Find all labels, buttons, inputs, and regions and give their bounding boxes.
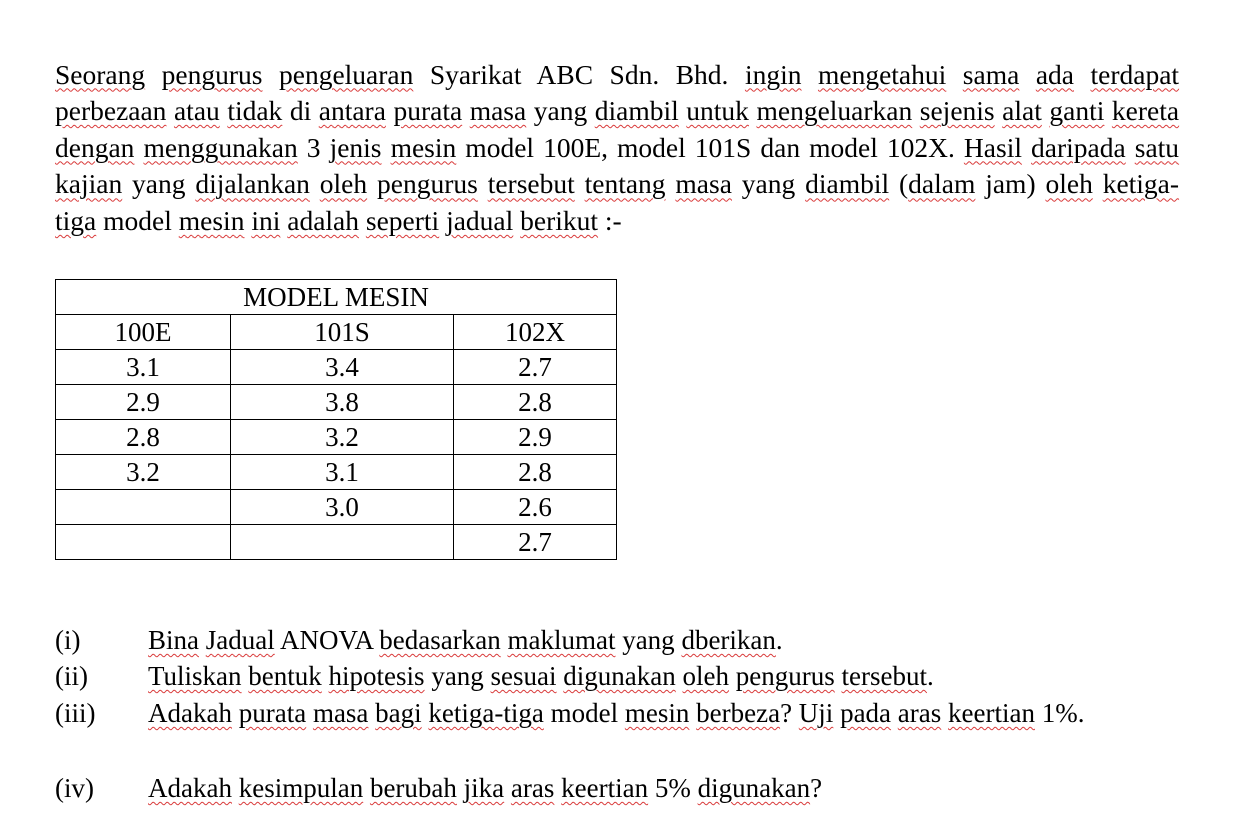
text-run: [363, 773, 370, 803]
table-cell: 2.8: [56, 420, 231, 455]
spell-word: ganti: [1049, 95, 1105, 127]
text-run: [382, 132, 391, 163]
text-run: model: [543, 698, 625, 728]
spell-word: berikut: [520, 204, 599, 236]
text-run: Syarikat ABC Sdn. Bhd.: [413, 58, 745, 90]
spell-word: dijalankan: [195, 168, 310, 200]
spell-word: ini: [251, 204, 281, 236]
spell-word: Seorang: [55, 58, 146, 90]
intro-paragraph: [55, 57, 1179, 240]
spell-word: sama: [962, 58, 1020, 90]
spell-word: dberikan: [681, 625, 776, 655]
spell-word: untuk: [686, 95, 749, 127]
text-run: [478, 168, 488, 199]
table-cell: 3.8: [231, 385, 454, 420]
spell-word: Hasil: [963, 131, 1022, 163]
text-run: [941, 698, 948, 728]
table-cell: 3.0: [231, 490, 454, 525]
spell-word: berubah: [369, 773, 457, 803]
text-run: (: [889, 168, 909, 200]
spell-word: mengeluarkan: [756, 95, 913, 127]
table-cell: 2.8: [454, 385, 617, 420]
table-header-row: [56, 315, 617, 350]
spell-word: purata: [393, 95, 463, 127]
text-run: [232, 698, 239, 728]
spell-word: oleh: [682, 661, 730, 691]
text-run: [835, 661, 842, 691]
text-run: yang: [424, 661, 491, 691]
text-run: model: [96, 204, 179, 236]
text-run: di: [282, 95, 319, 127]
text-run: [1074, 59, 1091, 90]
text-run: [367, 168, 377, 199]
spell-word: Bina: [148, 625, 199, 655]
table-cell: 3.2: [56, 455, 231, 490]
text-run: [1126, 132, 1135, 163]
text-run: 1%.: [1034, 698, 1085, 728]
header-cell-101s: 101S: [231, 315, 454, 350]
table-cell: 2.9: [454, 420, 617, 455]
spell-word: atau: [173, 95, 220, 127]
table-cell: 3.1: [231, 455, 454, 490]
spell-word: daripada: [1031, 131, 1126, 163]
question-number: (iv): [55, 773, 94, 803]
spell-word: keertian: [561, 773, 649, 803]
spell-word: aras: [897, 698, 942, 728]
table-row: [56, 350, 617, 385]
spell-word: pengeluaran: [278, 58, 414, 90]
text-run: yang: [526, 95, 595, 127]
spell-word: oleh: [319, 168, 368, 200]
spell-word: ketiga-tiga: [55, 168, 1180, 236]
text-run: [1019, 59, 1036, 90]
question-number: (i): [55, 625, 81, 655]
spell-word: keertian: [948, 698, 1035, 728]
table-row: [56, 420, 617, 455]
text-run: [1104, 95, 1112, 126]
text-run: [666, 168, 676, 199]
text-run: [912, 95, 920, 126]
spell-word: sejenis: [919, 95, 995, 127]
spell-word: pengurus: [735, 661, 835, 691]
table-title: MODEL MESIN: [56, 280, 617, 315]
text-run: [801, 59, 818, 90]
table-cell: 2.9: [56, 385, 231, 420]
spell-word: maklumat: [507, 625, 616, 655]
text-run: ANOVA: [274, 625, 380, 655]
text-run: [946, 59, 963, 90]
spell-word: pada: [840, 698, 892, 728]
text-run: [232, 773, 239, 803]
spell-word: Adakah: [148, 773, 232, 803]
spell-word: kereta: [1111, 95, 1180, 127]
table-row: [56, 455, 617, 490]
text-run: :-: [598, 204, 622, 236]
text-run: [145, 59, 162, 90]
table-row: [56, 525, 617, 560]
spell-word: tidak: [227, 95, 283, 127]
text-run: ?: [810, 773, 823, 803]
spell-word: terdapat: [1090, 58, 1180, 90]
table-cell: 3.4: [231, 350, 454, 385]
spell-word: pengurus: [161, 58, 263, 90]
text-run: .: [775, 625, 783, 655]
text-run: [322, 661, 329, 691]
spell-word: berbeza: [696, 698, 781, 728]
spell-word: jika: [463, 773, 505, 803]
spell-word: sesuai: [490, 661, 557, 691]
text-run: [1093, 168, 1103, 199]
spell-word: seperti: [365, 204, 440, 236]
spell-word: diambil: [594, 95, 679, 127]
table-cell: 2.8: [454, 455, 617, 490]
spell-word: Tuliskan: [148, 661, 242, 691]
spell-word: tentang: [584, 168, 666, 200]
spell-word: mesin: [390, 131, 457, 163]
text-run: ?: [780, 698, 799, 728]
spell-word: oleh: [1045, 168, 1093, 200]
text-run: yang: [731, 168, 806, 200]
text-run: [359, 205, 366, 236]
spell-word: menggunakan: [143, 131, 298, 163]
text-run: [462, 95, 470, 126]
table-cell: [56, 490, 231, 525]
spell-word: perbezaan: [55, 95, 167, 127]
table-row: [56, 385, 617, 420]
text-run: [262, 59, 279, 90]
spell-word: pengurus: [377, 168, 478, 200]
text-run: [166, 95, 174, 126]
spell-word: digunakan: [697, 773, 811, 803]
spell-word: Jadual: [205, 625, 275, 655]
text-run: [504, 773, 511, 803]
spell-word: tersebut: [841, 661, 927, 691]
table-cell: 2.6: [454, 490, 617, 525]
text-run: [199, 625, 206, 655]
spell-word: kesimpulan: [238, 773, 364, 803]
question-text: [148, 622, 1178, 658]
question-text: [148, 770, 1178, 806]
spell-word: dalam: [908, 168, 976, 200]
spell-word: jadual: [446, 204, 514, 236]
text-run: [310, 168, 320, 199]
table-cell: 3.2: [231, 420, 454, 455]
spell-word: adalah: [287, 204, 359, 236]
text-run: yang: [615, 625, 682, 655]
spell-word: purata: [238, 698, 307, 728]
spell-word: diambil: [805, 168, 890, 200]
table-title-row: [56, 280, 617, 315]
spell-word: mengetahui: [817, 58, 947, 90]
spell-word: hipotesis: [328, 661, 425, 691]
question-number: (ii): [55, 661, 88, 691]
spell-word: masa: [675, 168, 732, 200]
text-run: [891, 698, 898, 728]
spell-word: dengan: [55, 131, 135, 163]
spell-word: mesin: [178, 204, 245, 236]
text-run: [457, 773, 464, 803]
spell-word: masa: [469, 95, 527, 127]
spell-word: masa: [312, 698, 369, 728]
spell-word: jenis: [329, 131, 382, 163]
spell-word: satu: [1134, 131, 1180, 163]
text-run: [575, 168, 585, 199]
header-cell-102x: 102X: [454, 315, 617, 350]
text-run: [676, 661, 683, 691]
spell-word: bedasarkan: [379, 625, 501, 655]
spell-word: antara: [318, 95, 386, 127]
header-cell-100e: 100E: [56, 315, 231, 350]
text-run: 3: [297, 131, 330, 163]
spell-word: ingin: [744, 58, 802, 90]
text-run: [306, 698, 313, 728]
text-run: [729, 661, 736, 691]
model-mesin-table: [55, 279, 617, 560]
spell-word: ada: [1035, 58, 1074, 90]
spell-word: mesin: [624, 698, 690, 728]
spell-word: Adakah: [148, 698, 232, 728]
spell-word: digunakan: [563, 661, 676, 691]
text-run: model 100E, model 101S dan model 102X.: [456, 131, 964, 163]
spell-word: bagi: [375, 698, 422, 728]
table-cell: 2.7: [454, 525, 617, 560]
question-text: [148, 695, 1178, 731]
table-cell: 2.7: [454, 350, 617, 385]
spell-word: alat: [1002, 95, 1042, 127]
table-cell: 3.1: [56, 350, 231, 385]
text-run: 5%: [648, 773, 698, 803]
text-run: [1022, 132, 1031, 163]
spell-word: Uji: [798, 698, 834, 728]
text-run: jam): [975, 168, 1046, 200]
spell-word: aras: [510, 773, 555, 803]
table-cell: [231, 525, 454, 560]
spell-word: bentuk: [248, 661, 322, 691]
spell-word: tersebut: [487, 168, 575, 200]
spell-word: ketiga-tiga: [428, 698, 544, 728]
question-text: [148, 658, 1178, 694]
text-run: .: [926, 661, 934, 691]
spell-word: kajian: [55, 168, 123, 200]
question-number: (iii): [55, 698, 96, 728]
text-run: yang: [122, 168, 196, 200]
table-cell: [56, 525, 231, 560]
table-row: [56, 490, 617, 525]
